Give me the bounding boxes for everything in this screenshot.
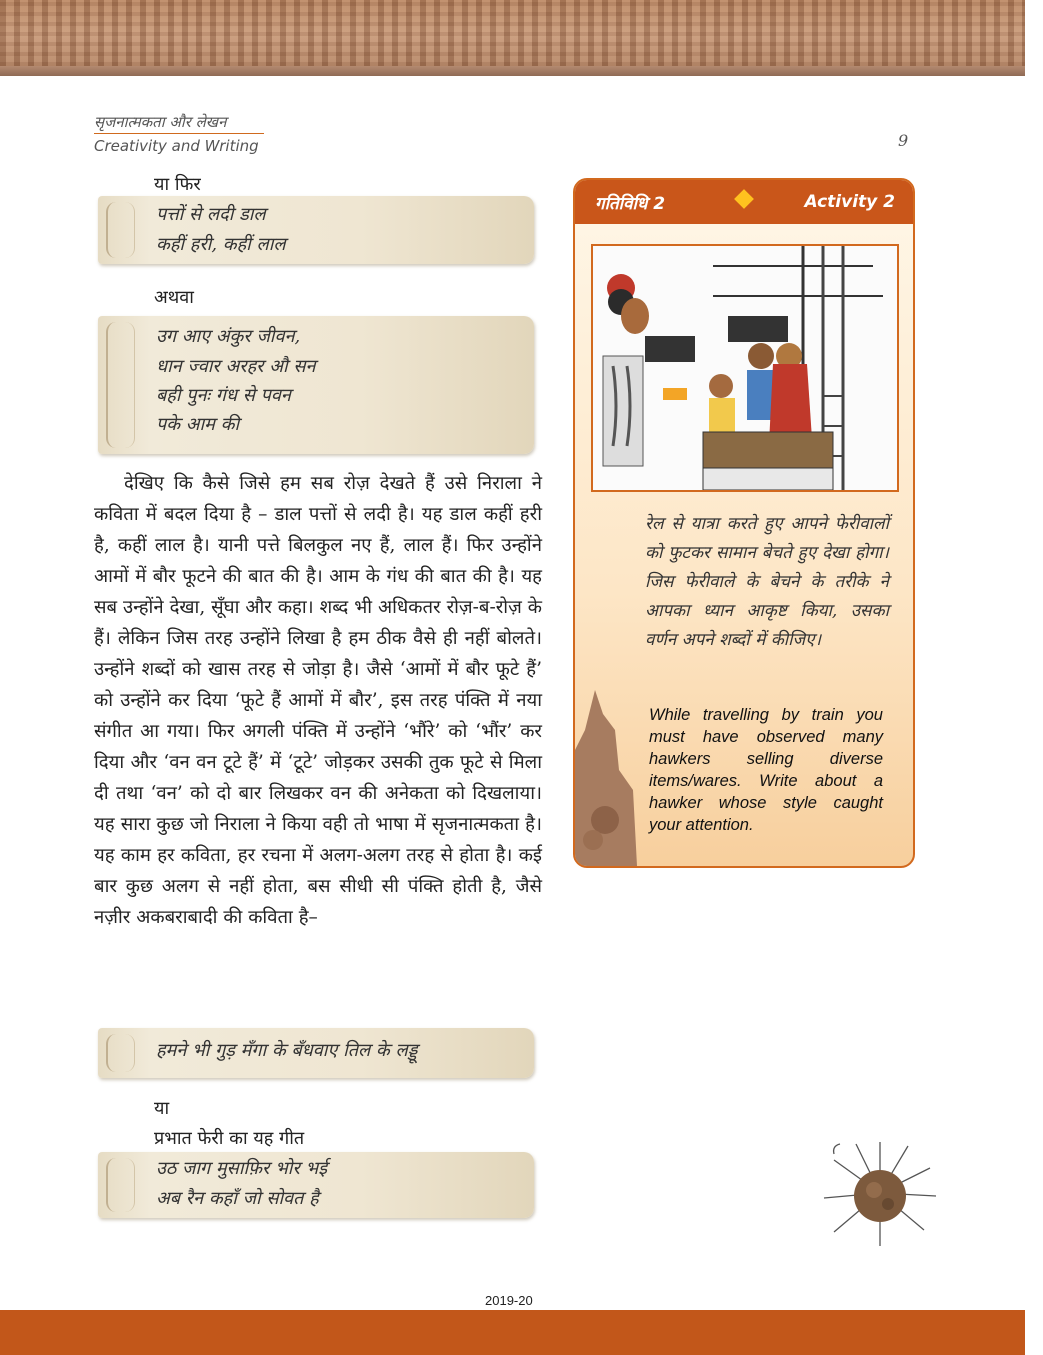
activity-text-english: While travelling by train you must have observed many hawkers selling diverse items/wares. Write about a hawker whose style caught your attention. [649,706,883,834]
train-hawker-drawing [593,246,897,490]
poem-line: कहीं हरी, कहीं लाल [156,234,286,255]
body-paragraph [94,468,542,933]
activity-title-english: Activity 2 [804,192,895,212]
poem-label: प्रभात फेरी का यह गीत [154,1128,305,1149]
activity-text-hindi: रेल से यात्रा करते हुए आपने फेरीवालों को फुटकर सामान बेचते हुए देखा होगा। जिस फेरीवाले के बेचने के तरीके ने आपका ध्यान आकृष्ट किया, उसका वर्णन अपने शब्दों में कीजिए। [645,514,889,650]
poem-label: या फिर [154,174,201,195]
diamond-icon [734,189,754,209]
running-title-english: Creativity and Writing [94,137,259,155]
poem-line: धान ज्वार अरहर औ सन [156,356,316,377]
page-number: 9 [898,131,909,150]
poem-line: उठ जाग मुसाफ़िर भोर भई [156,1158,328,1179]
sun-emblem-icon [820,1138,940,1248]
poem-scroll [98,1152,534,1218]
poem-line: उग आए अंकुर जीवन, [156,326,301,347]
horse-statue-icon [575,690,645,866]
activity-title-hindi: गतिविधि 2 [595,194,666,214]
poem-label: या [154,1098,170,1119]
footer-year: 2019-20 [485,1293,533,1308]
footer-bar [0,1310,1025,1355]
activity-header [575,180,913,224]
activity-box [573,178,915,868]
poem-line: पत्तों से लदी डाल [156,204,266,225]
running-title-divider [94,133,264,134]
paragraph-text: देखिए कि कैसे जिसे हम सब रोज़ देखते हैं उसे निराला ने कविता में बदल दिया है – डाल पत्तों से लदी है। यह डाल कहीं हरी है, कहीं लाल है। यानी पत्ते बिलकुल नए हैं, लाल हैं। फिर उन्होंने आमों में बौर फूटने की बात की है। आम के गंध की बात की है। यह सब उन्होंने देखा, सूँघा और कहा। शब्द भी अधिकतर रोज़-ब-रोज़ के हैं। लेकिन जिस तरह उन्होंने लिखा है हम ठीक वैसे ही नहीं बोलते। उन्होंने शब्दों को खास तरह से जोड़ा है। जैसे ‘आमों में बौर फूटे हैं’ को उन्होंने कर दिया ‘फूटे हैं आमों में बौर’, इस तरह पंक्ति में नया संगीत आ गया। फिर अगली पंक्ति में उन्होंने ‘भौंरे’ को ‘भौंर’ कर दिया और ‘वन वन टूटे हैं’ में ‘टूटे’ जोड़कर उसकी तुक फूटे से मिला दी तथा ‘वन’ को दो बार लिखकर वन की अनेकता को दिखलाया। यह सारा कुछ जो निराला ने किया वही तो भाषा में सृजनात्मकता है। यह काम हर कविता, हर रचना में अलग-अलग तरह से होता है। कई बार कुछ अलग से नहीं होता, बस सीधी सी पंक्ति होती है, जैसे नज़ीर अकबराबादी की कविता है– [94,473,542,928]
poem-line: अब रैन कहाँ जो सोवत है [156,1188,319,1209]
hawker-cartoon-illustration [591,244,899,492]
poem-line: बही पुनः गंध से पवन [156,385,291,406]
poem-line: हमने भी गुड़ मँगा के बँधवाए तिल के लड्डू [156,1040,418,1061]
carved-stone-banner [0,0,1025,76]
poem-line: पके आम की [156,414,240,435]
poem-scroll [98,316,534,454]
horse-statue-illustration [575,690,645,866]
poem-scroll [98,196,534,264]
poem-scroll [98,1028,534,1078]
running-title-hindi: सृजनात्मकता और लेखन [94,113,227,131]
poem-label: अथवा [154,287,194,308]
